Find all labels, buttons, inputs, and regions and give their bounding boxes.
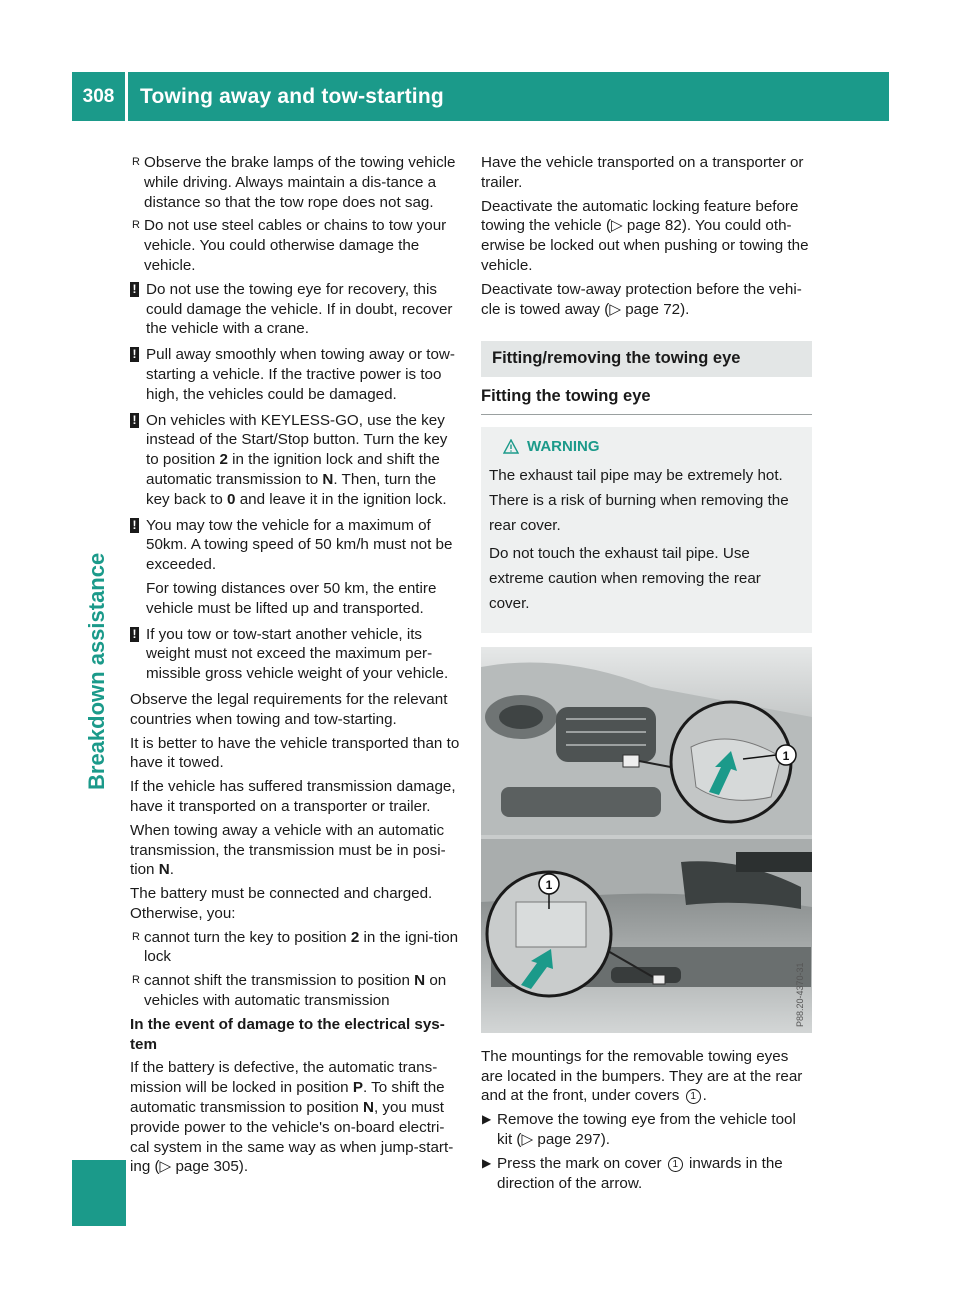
bullet-icon: R: [132, 156, 140, 168]
page-ref-icon: ▷: [159, 1158, 172, 1176]
chapter-title: Towing away and tow-starting: [140, 84, 444, 108]
paragraph: Deactivate the automatic locking feature before towing the vehicle (▷ page 82). You could oth-erwise be locked out when pushing or towing the vehicle.: [481, 197, 809, 274]
paragraph: Observe the legal requirements for the relevant countries when towing and tow-starting.: [130, 690, 448, 728]
side-section-label: Breakdown assistance: [84, 552, 109, 790]
callout-1-icon: 1: [668, 1157, 683, 1172]
caution-icon: !: [130, 282, 139, 297]
left-column: [130, 153, 460, 1181]
page-ref-icon: ▷: [521, 1130, 534, 1148]
caution-note: ! Pull away smoothly when towing away or tow-starting a vehicle. If the tractive power is too high, the vehicles could be damaged.: [130, 345, 460, 404]
paragraph: It is better to have the vehicle transported than to have it towed.: [130, 734, 460, 772]
page-ref-link[interactable]: page 297).: [533, 1130, 610, 1148]
page-ref-link[interactable]: page 72).: [621, 300, 690, 318]
list-item: R cannot turn the key to position 2 in the igni-tion lock: [132, 928, 459, 966]
step-arrow-icon: ▶: [482, 1112, 492, 1127]
warning-text: The exhaust tail pipe may be extremely hot. There is a risk of burning when removing the rear cover.: [489, 466, 789, 534]
callout-1-icon: 1: [686, 1089, 701, 1104]
warning-box: [481, 427, 812, 633]
page-number: 308: [72, 72, 128, 121]
paragraph: When towing away a vehicle with an automatic transmission, the transmission must be in posi-tion N.: [130, 821, 446, 879]
warning-triangle-icon: [503, 439, 519, 454]
caution-note: ! On vehicles with KEYLESS-GO, use the key instead of the Start/Stop button. Turn the key to position 2 in the ignition lock and shift the automatic transmission to N. Then, turn the key back to 0 and leave it in the ignition lock.: [130, 411, 460, 510]
page-ref-icon: ▷: [609, 300, 621, 318]
instruction-step: ▶ Remove the towing eye from the vehicle tool kit (▷ page 297).: [482, 1111, 796, 1148]
towing-eye-cover-illustration: [481, 647, 812, 1033]
instruction-step: ▶ Press the mark on cover 1 inwards in the direction of the arrow.: [482, 1154, 783, 1192]
caution-icon: !: [130, 413, 139, 428]
bullet-icon: R: [132, 974, 140, 987]
inline-heading: In the event of damage to the electrical sys-tem: [130, 1015, 445, 1053]
subsection-title: Fitting the towing eye: [481, 387, 812, 415]
section-title: Fitting/removing the towing eye: [481, 341, 812, 377]
warning-text: Do not touch the exhaust tail pipe. Use extreme caution when removing the rear cover.: [489, 544, 761, 612]
svg-text:1: 1: [782, 748, 790, 763]
caution-icon: !: [130, 347, 139, 362]
page-ref-link[interactable]: page 305).: [171, 1158, 249, 1176]
caution-icon: !: [130, 627, 139, 642]
paragraph: Deactivate tow-away protection before the vehi-cle is towed away (▷ page 72).: [481, 280, 802, 318]
side-tab-marker: [72, 1160, 126, 1226]
svg-text:1: 1: [545, 877, 553, 892]
right-column: [481, 153, 812, 1197]
paragraph: If the vehicle has suffered transmission damage, have it transported on a transporter or trailer.: [130, 778, 456, 815]
bullet-icon: R: [132, 219, 140, 232]
paragraph: The battery must be connected and charged. Otherwise, you:: [130, 885, 433, 922]
list-item: R Do not use steel cables or chains to tow your vehicle. You could otherwise damage the vehicle.: [132, 217, 447, 274]
caution-note: ! If you tow or tow-start another vehicle, its weight must not exceed the maximum per-missible gross vehicle weight of your vehicle.: [130, 625, 460, 684]
paragraph: The mountings for the removable towing eyes are located in the bumpers. They are at the rear and at the front, under covers 1 .: [481, 1047, 803, 1105]
caution-icon: !: [130, 518, 139, 533]
svg-text:P88.20-4370-31: P88.20-4370-31: [795, 962, 805, 1027]
list-item: R cannot shift the transmission to position N on vehicles with automatic transmission: [132, 972, 447, 1010]
caution-note: ! You may tow the vehicle for a maximum of 50km. A towing speed of 50 km/h must not be exceeded. For towing distances over 50 km, the entire vehicle must be lifted up and transported.: [130, 516, 460, 619]
step-arrow-icon: ▶: [482, 1155, 492, 1170]
caution-note: ! Do not use the towing eye for recovery, this could damage the vehicle. If in doubt, recover the vehicle with a crane.: [130, 280, 460, 339]
page-ref-icon: ▷: [611, 217, 623, 235]
paragraph: If the battery is defective, the automatic trans-mission will be locked in position P. To shift the automatic transmission to position N, you must provide power to the vehicle's on-board electri-cal system in the same way as when jump-start-ing (▷ page 305).: [130, 1059, 454, 1176]
warning-header: WARNING: [503, 437, 804, 457]
bullet-icon: R: [132, 930, 140, 943]
page-header: [72, 72, 889, 121]
page-ref-link[interactable]: page 82). You could oth-erwise be locked out when pushing or towing the vehicle.: [481, 217, 809, 274]
list-item: R Observe the brake lamps of the towing vehicle while driving. Always maintain a dis-tance a distance so that the tow rope does not sag.: [132, 154, 456, 211]
paragraph: Have the vehicle transported on a transporter or trailer.: [481, 154, 804, 191]
car-bumper-illustration: [481, 647, 812, 1033]
